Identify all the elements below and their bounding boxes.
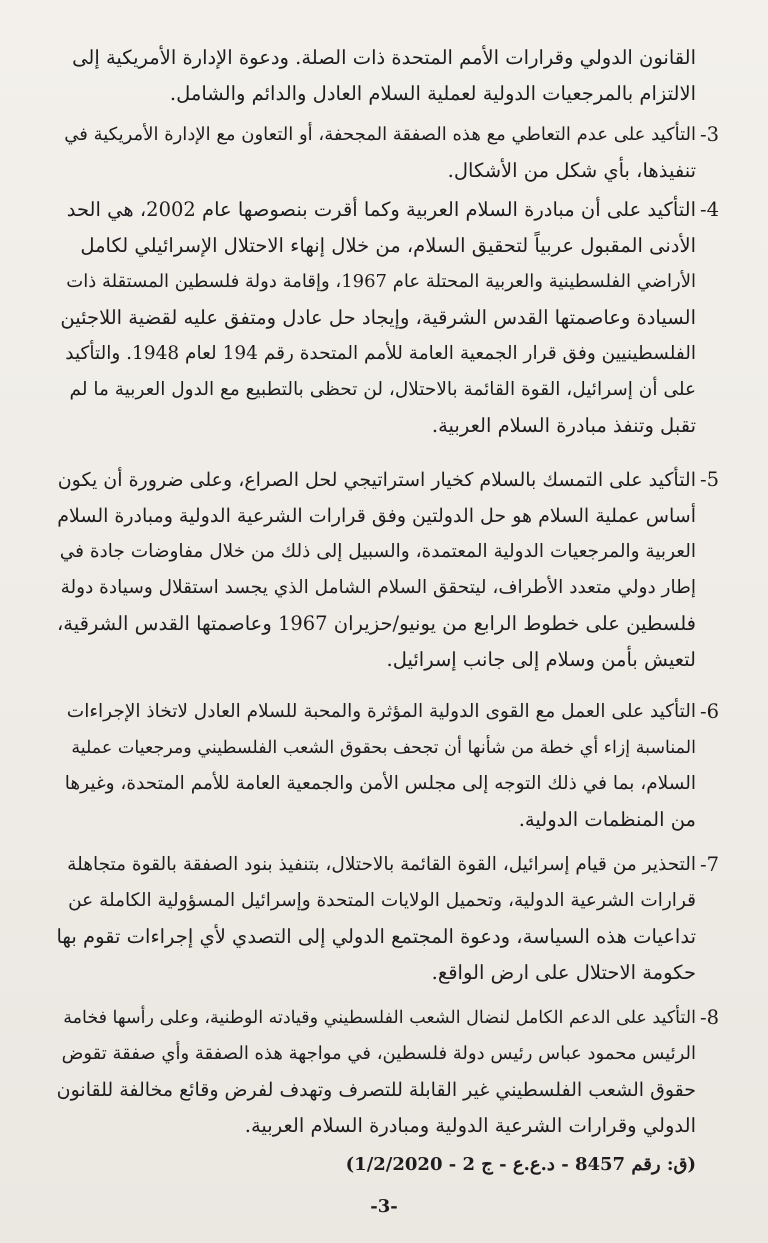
item-number-3: -3: [700, 123, 719, 146]
text-line: الرئيس محمود عباس رئيس دولة فلسطين، في مواجهة هذه الصفقة وأي صفقة تقوض: [61, 1043, 696, 1064]
text-line: التحذير من قيام إسرائيل، القوة القائمة بالاحتلال، بتنفيذ بنود الصفقة بالقوة متجاهلة: [67, 854, 696, 875]
text-line: الفلسطينيين وفق قرار الجمعية العامة للأمم المتحدة رقم 194 لعام 1948. والتأكيد: [65, 343, 696, 364]
text-line: لتعيش بأمن وسلام إلى جانب إسرائيل.: [386, 648, 696, 671]
item-number-7: -7: [700, 853, 719, 876]
item-7-paragraph: [56, 847, 696, 991]
page-number: -3-: [370, 1196, 398, 1217]
text-line: الأراضي الفلسطينية والعربية المحتلة عام 1967، وإقامة دولة فلسطين المستقلة ذات: [66, 271, 696, 292]
text-line: الأدنى المقبول عربياً لتحقيق السلام، من خلال إنهاء الاحتلال الإسرائيلي لكامل: [80, 234, 696, 257]
item-number-5: -5: [700, 468, 719, 491]
item-6-paragraph: [56, 694, 696, 838]
item-number-4: -4: [700, 198, 719, 221]
text-line: الالتزام بالمرجعيات الدولية لعملية السلام العادل والدائم والشامل.: [169, 82, 696, 105]
intro-paragraph: [56, 40, 696, 112]
text-line: السيادة وعاصمتها القدس الشرقية، وإيجاد حل عادل ومتفق عليه لقضية اللاجئين: [60, 306, 696, 329]
text-line: التأكيد على عدم التعاطي مع هذه الصفقة المجحفة، أو التعاون مع الإدارة الأمريكية في: [64, 124, 696, 145]
text-line: على أن إسرائيل، القوة القائمة بالاحتلال، لن تحظى بالتطبيع مع الدول العربية ما لم: [69, 379, 696, 400]
text-line: العربية والمرجعيات الدولية المعتمدة، والسبيل إلى ذلك من خلال مفاوضات جادة في: [59, 541, 696, 562]
text-line: التأكيد على العمل مع القوى الدولية المؤثرة والمحبة للسلام العادل لاتخاذ الإجراءات: [66, 701, 696, 722]
text-line: تنفيذها، بأي شكل من الأشكال.: [447, 159, 696, 182]
resolution-reference: (ق: رقم 8457 - د.ع.ع - ج 2 - 1/2/2020): [345, 1154, 696, 1175]
item-3-paragraph: [56, 117, 696, 189]
text-line: قرارات الشرعية الدولية، وتحميل الولايات المتحدة وإسرائيل المسؤولية الكاملة عن: [68, 890, 696, 911]
text-line: التأكيد على أن مبادرة السلام العربية وكما أقرت بنصوصها عام 2002، هي الحد: [66, 198, 696, 221]
item-4-paragraph: [56, 192, 696, 444]
text-line: تداعيات هذه السياسة، ودعوة المجتمع الدولي إلى التصدي لأي إجراءات تقوم بها: [56, 925, 696, 948]
item-5-paragraph: [56, 462, 696, 678]
text-line: من المنظمات الدولية.: [518, 808, 696, 831]
text-line: السلام، بما في ذلك التوجه إلى مجلس الأمن والجمعية العامة للأمم المتحدة، وغيرها: [64, 773, 696, 794]
text-line: القانون الدولي وقرارات الأمم المتحدة ذات الصلة. ودعوة الإدارة الأمريكية إلى: [72, 46, 696, 69]
text-line: حقوق الشعب الفلسطيني غير القابلة للتصرف وتهدف لفرض وقائع مخالفة للقانون: [56, 1079, 696, 1101]
text-line: الدولي وقرارات الشرعية الدولية ومبادرة السلام العربية.: [244, 1114, 696, 1137]
item-8-paragraph: [56, 1000, 696, 1144]
text-line: المناسبة إزاء أي خطة من شأنها أن تجحف بحقوق الشعب الفلسطيني ومرجعيات عملية: [71, 738, 696, 758]
text-line: حكومة الاحتلال على ارض الواقع.: [431, 961, 696, 984]
text-line: إطار دولي متعدد الأطراف، ليتحقق السلام الشامل الذي يجسد استقلال وسيادة دولة: [60, 577, 696, 598]
text-line: التأكيد على التمسك بالسلام كخيار استراتيجي لحل الصراع، وعلى ضرورة أن يكون: [57, 469, 696, 491]
text-line: تقبل وتنفذ مبادرة السلام العربية.: [431, 414, 696, 437]
item-number-8: -8: [700, 1006, 719, 1029]
text-line: فلسطين على خطوط الرابع من يونيو/حزيران 1967 وعاصمتها القدس الشرقية،: [56, 612, 696, 635]
text-line: أساس عملية السلام هو حل الدولتين وفق قرارات الشرعية الدولية ومبادرة السلام: [57, 505, 696, 527]
text-line: التأكيد على الدعم الكامل لنضال الشعب الفلسطيني وقيادته الوطنية، وعلى رأسها فخامة: [63, 1008, 696, 1028]
item-number-6: -6: [700, 700, 719, 723]
